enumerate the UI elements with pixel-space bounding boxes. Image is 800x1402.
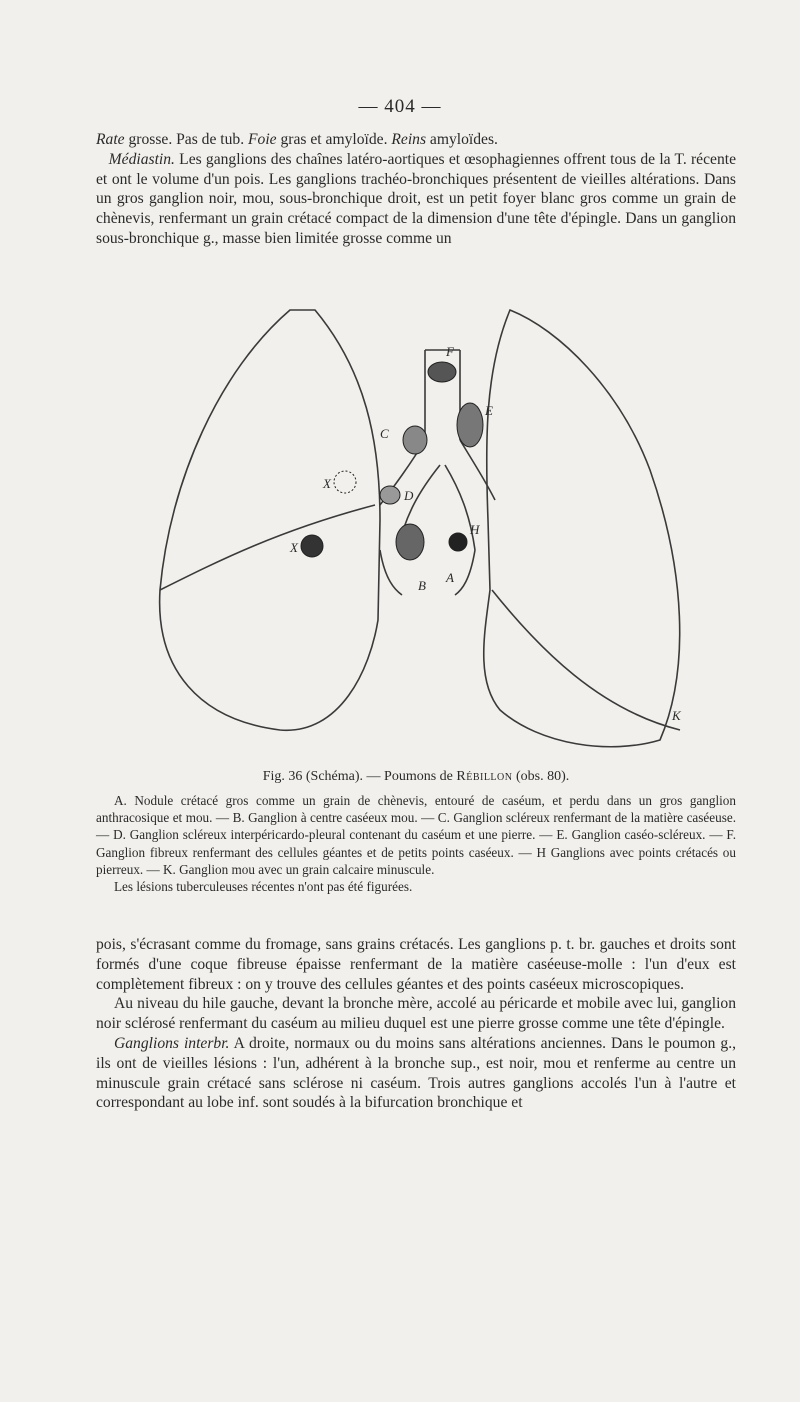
ganglion-x bbox=[301, 535, 323, 557]
page-number: — 404 — bbox=[358, 96, 442, 117]
legend-note: Les lésions tuberculeuses récentes n'ont pas été figurées. bbox=[114, 879, 413, 895]
caption-text: Fig. 36 (Schéma). — Poumons de bbox=[262, 769, 457, 784]
rate-heading: Rate bbox=[96, 131, 125, 148]
mediastin-text: Les ganglions des chaînes latéro-aortiques et œsophagiennes offrent tous de la T. récente et ont le volume d'un pois. Les ganglions trachéo-bronchiques présentent de vieilles altérations. Dans un gros ganglion noir, mou, sous-bronchique droit, est un petit foyer blanc gros comme un grain de chènevis, renfermant un grain crétacé compact de la dimension d'une tête d'épingle. Dans un ganglion sous-bronchique g., masse bien limitée grosse comme un bbox=[96, 150, 737, 247]
label-x1: X bbox=[323, 476, 331, 491]
top-paragraph bbox=[96, 130, 736, 249]
cardiac-line-left bbox=[380, 550, 402, 595]
bottom-text bbox=[96, 935, 736, 1113]
caption-author: Rébillon bbox=[456, 769, 513, 784]
mediastin-heading: Médiastin. bbox=[108, 150, 175, 168]
ganglion-e bbox=[457, 403, 483, 447]
right-fissure bbox=[492, 590, 680, 730]
caption-text-end: (obs. 80). bbox=[512, 769, 570, 784]
label-e: E bbox=[485, 403, 493, 418]
ganglion-b bbox=[396, 524, 424, 560]
lung-schematic-svg bbox=[140, 290, 700, 760]
legend-items: A. Nodule crétacé gros comme un grain de chènevis, entouré de caséum, et perdu dans un gros ganglion anthracosique et mou. — B. Ganglion à centre caséeux mou. — C. Ganglion scléreux renfermant de la matière caséeuse. — D. Ganglion scléreux interpéricardo-pleural contenant du caséum et une pierre. — E. Ganglion caséo-scléreux. — F. Ganglion fibreux renfermant des cellules géantes et de petits points caséeux. — H Ganglions avec points crétacés ou pierreux. — K. Ganglion mou avec un grain calcaire minuscule. bbox=[96, 793, 736, 877]
ganglion-c bbox=[403, 426, 427, 454]
ganglion-d bbox=[380, 486, 400, 504]
figure-caption bbox=[96, 768, 736, 786]
label-x2: X bbox=[290, 540, 298, 555]
lung-schematic-figure bbox=[140, 290, 700, 760]
foie-heading: Foie bbox=[248, 131, 277, 148]
foie-text: gras et amyloïde. bbox=[276, 131, 392, 148]
label-b: B bbox=[418, 578, 426, 593]
reins-text: amyloïdes. bbox=[426, 131, 498, 148]
label-f: F bbox=[446, 344, 454, 359]
ganglions-heading: Ganglions interbr. bbox=[114, 1034, 230, 1052]
label-a: A bbox=[446, 570, 454, 585]
label-k: K bbox=[672, 708, 681, 723]
ganglion-h bbox=[449, 533, 467, 551]
ganglion-a bbox=[334, 471, 356, 493]
bottom-paragraph-1: pois, s'écrasant comme du fromage, sans grains crétacés. Les ganglions p. t. br. gauches et droits sont formés d'une coque fibreuse épaisse renfermant de la matière caséeuse-molle : l'un d'eux est complètement fibreux : on y trouve des cellules géantes et des points caséeux microscopiques. bbox=[96, 936, 736, 993]
reins-heading: Reins bbox=[391, 131, 427, 148]
ganglions-text: A droite, normaux ou du moins sans altérations anciennes. Dans le poumon g., ils ont de vieilles lésions : l'un, adhérent à la bronche sup., est noir, mou et renferme au centre un minuscule grain crétacé sans sclérose ni caséum. Trois autres ganglions accolés l'un à l'autre et correspondant au lobe inf. sont soudés à la bifurcation bronchique et bbox=[96, 1034, 736, 1112]
figure-legend bbox=[96, 792, 736, 895]
bottom-paragraph-2: Au niveau du hile gauche, devant la bronche mère, accolé au péricarde et mobile avec lui, ganglion noir sclérosé renfermant du caséum au milieu duquel est une pierre grosse comme une tête d'épingle. bbox=[96, 995, 736, 1033]
cardiac-line-right bbox=[455, 550, 475, 595]
ganglion-f bbox=[428, 362, 456, 382]
label-d: D bbox=[404, 488, 414, 503]
label-c: C bbox=[380, 426, 389, 441]
label-h: H bbox=[470, 522, 480, 537]
left-fissure bbox=[160, 505, 375, 590]
rate-text: grosse. Pas de tub. bbox=[124, 131, 249, 148]
bottom-paragraph-3 bbox=[96, 1034, 736, 1113]
left-lung-outline bbox=[160, 310, 380, 730]
